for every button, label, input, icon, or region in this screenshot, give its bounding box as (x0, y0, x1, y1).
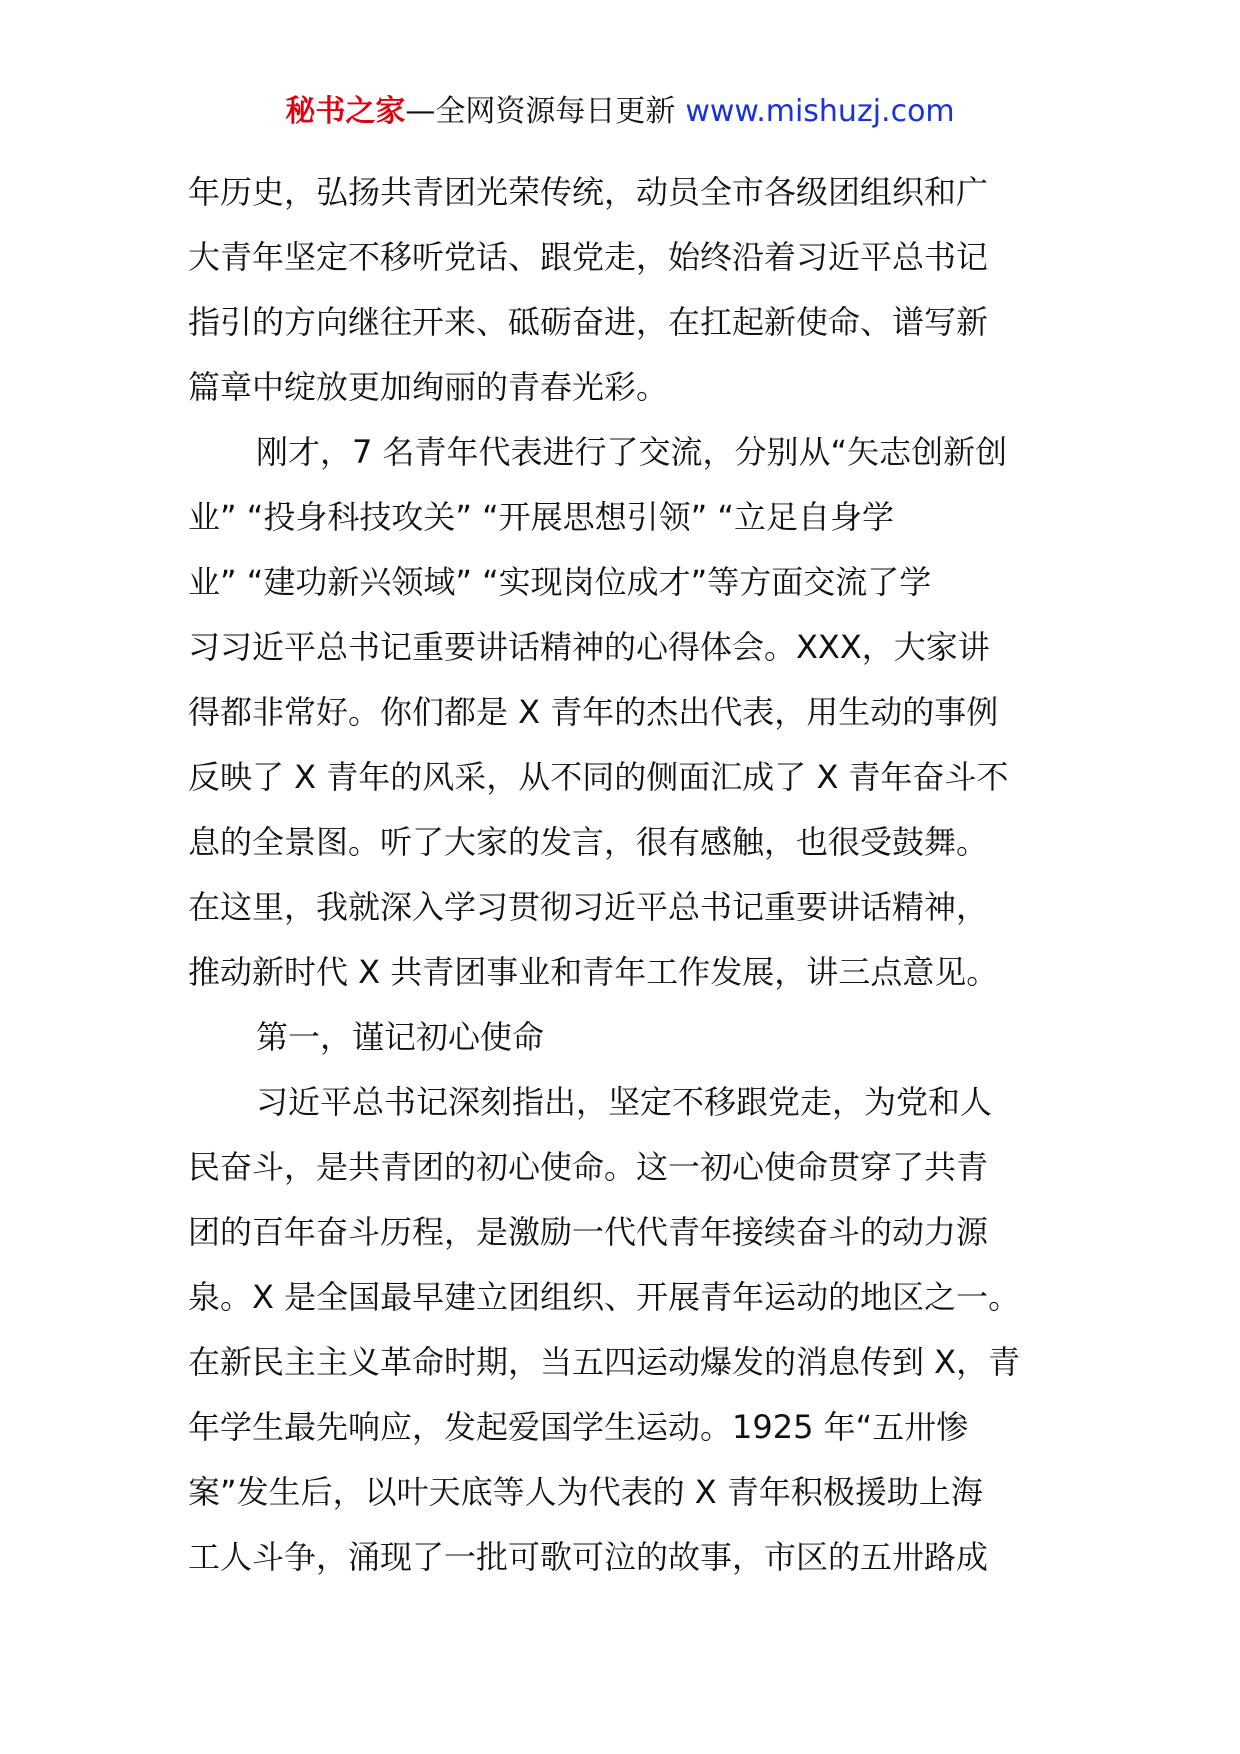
paragraph-start-line: 刚才，7 名青年代表进行了交流，分别从“矢志创新创 (256, 433, 1008, 471)
text-line: 得都非常好。你们都是 X 青年的杰出代表，用生动的事例 (188, 693, 999, 731)
text-line: 息的全景图。听了大家的发言，很有感触，也很受鼓舞。 (188, 823, 989, 861)
text-line: 泉。X 是全国最早建立团组织、开展青年运动的地区之一。 (188, 1278, 1021, 1316)
text-line: 大青年坚定不移听党话、跟党走，始终沿着习近平总书记 (188, 238, 989, 276)
site-url-link[interactable]: www.mishuzj.com (685, 94, 955, 129)
text-line: 业” “投身科技攻关” “开展思想引领” “立足自身学 (188, 498, 894, 536)
text-line: 年学生最先响应，发起爱国学生运动。1925 年“五卅惨 (188, 1408, 969, 1446)
text-line: 民奋斗，是共青团的初心使命。这一初心使命贯穿了共青 (188, 1148, 989, 1186)
document-body (188, 160, 1058, 1590)
page-header (0, 92, 1240, 132)
section-heading: 第一，谨记初心使命 (256, 1018, 545, 1056)
text-line: 在新民主主义革命时期，当五四运动爆发的消息传到 X，青 (188, 1343, 1021, 1381)
text-line: 指引的方向继往开来、砥砺奋进，在扛起新使命、谱写新 (188, 303, 989, 341)
site-tagline: —全网资源每日更新 (405, 94, 676, 129)
text-line: 篇章中绽放更加绚丽的青春光彩。 (188, 368, 669, 406)
text-line: 年历史，弘扬共青团光荣传统，动员全市各级团组织和广 (188, 173, 989, 211)
site-brand: 秘书之家 (285, 94, 406, 129)
text-line: 工人斗争，涌现了一批可歌可泣的故事，市区的五卅路成 (188, 1538, 989, 1576)
text-line: 案”发生后，以叶天底等人为代表的 X 青年积极援助上海 (188, 1473, 983, 1511)
text-line: 推动新时代 X 共青团事业和青年工作发展，讲三点意见。 (188, 953, 999, 991)
text-line: 团的百年奋斗历程，是激励一代代青年接续奋斗的动力源 (188, 1213, 989, 1251)
paragraph-start-line: 习近平总书记深刻指出，坚定不移跟党走，为党和人 (256, 1083, 993, 1121)
text-line: 业” “建功新兴领域” “实现岗位成才”等方面交流了学 (188, 563, 932, 601)
text-line: 在这里，我就深入学习贯彻习近平总书记重要讲话精神， (188, 888, 989, 926)
text-line: 反映了 X 青年的风采，从不同的侧面汇成了 X 青年奋斗不 (188, 758, 1009, 796)
text-line: 习习近平总书记重要讲话精神的心得体会。XXX，大家讲 (188, 628, 990, 666)
